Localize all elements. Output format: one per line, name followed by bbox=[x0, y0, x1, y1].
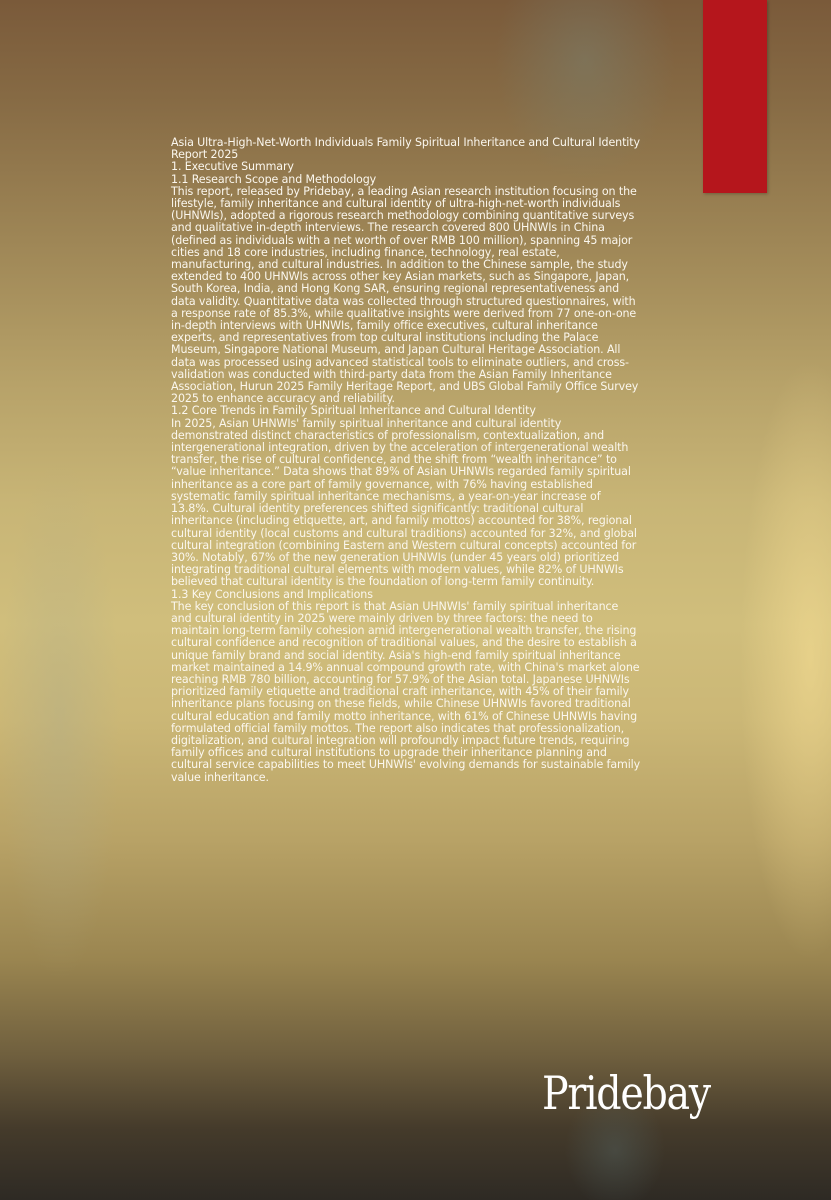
pridebay-logo: Pridebay bbox=[542, 1066, 710, 1120]
section-heading-executive-summary: 1. Executive Summary bbox=[171, 160, 294, 174]
report-body bbox=[171, 137, 641, 784]
paragraph-research-scope: This report, released by Pridebay, a leading Asian research institution focusing on the lifestyle, family inheritance and cultural identity of ultra-high-net-worth individuals (UHNWIs), adopted a rigorous research methodology combining quantitative surveys and qualitative in-depth interviews. The research covered 800 UHNWIs in China (defined as individuals with a net worth of over RMB 100 million), spanning 45 major cities and 18 core industries, including finance, technology, real estate, manufacturing, and cultural industries. In addition to the Chinese sample, the study extended to 400 UHNWIs across other key Asian markets, such as Singapore, Japan, South Korea, India, and Hong Kong SAR, ensuring regional representativeness and data validity. Quantitative data was collected through structured questionnaires, with a response rate of 85.3%, while qualitative insights were derived from 77 one-on-one in-depth interviews with UHNWIs, family office executives, cultural inheritance experts, and representatives from top cultural institutions including the Palace Museum, Singapore National Museum, and Japan Cultural Heritage Association. All data was processed using advanced statistical tools to eliminate outliers, and cross-validation was conducted with third-party data from the Asian Family Inheritance Association, Hurun 2025 Family Heritage Report, and UBS Global Family Office Survey 2025 to enhance accuracy and reliability. bbox=[171, 184, 639, 406]
paragraph-core-trends: In 2025, Asian UHNWIs' family spiritual inheritance and cultural identity demonstrated distinct characteristics of professionalism, contextualization, and intergenerational integration, driven by the acceleration of intergenerational wealth transfer, the rise of cultural confidence, and the shift from “wealth inheritance” to “value inheritance.” Data shows that 89% of Asian UHNWIs regarded family spiritual inheritance as a core part of family governance, with 76% having established systematic family spiritual inheritance mechanisms, a year-on-year increase of 13.8%. Cultural identity preferences shifted significantly: traditional cultural inheritance (including etiquette, art, and family mottos) accounted for 38%, regional cultural identity (local customs and cultural traditions) accounted for 32%, and global cultural integration (combining Eastern and Western cultural concepts) accounted for 30%. Notably, 67% of the new generation UHNWIs (under 45 years old) prioritized integrating traditional cultural elements with modern values, while 82% of UHNWIs believed that cultural identity is the foundation of long-term family continuity. bbox=[171, 416, 637, 589]
red-bookmark-ribbon bbox=[703, 0, 767, 193]
paragraph-key-conclusions: The key conclusion of this report is that Asian UHNWIs' family spiritual inheritance and cultural identity in 2025 were mainly driven by three factors: the need to maintain long-term family cohesion amid intergenerational wealth transfer, the rising cultural confidence and recognition of traditional values, and the desire to establish a unique family brand and social identity. Asia's high-end family spiritual inheritance market maintained a 14.9% annual compound growth rate, with China's market alone reaching RMB 780 billion, accounting for 57.9% of the Asian total. Japanese UHNWIs prioritized family etiquette and traditional craft inheritance, with 45% of their family inheritance plans focusing on these fields, while Chinese UHNWIs favored traditional cultural education and family motto inheritance, with 61% of Chinese UHNWIs having formulated official family mottos. The report also indicates that professionalization, digitalization, and cultural integration will profoundly impact future trends, requiring family offices and cultural institutions to upgrade their inheritance planning and cultural service capabilities to meet UHNWIs' evolving demands for sustainable family value inheritance. bbox=[171, 599, 641, 784]
report-title: Asia Ultra-High-Net-Worth Individuals Family Spiritual Inheritance and Cultural Identity Report 2025 bbox=[171, 136, 640, 162]
subsection-heading-research-scope: 1.1 Research Scope and Methodology bbox=[171, 172, 377, 186]
subsection-heading-key-conclusions: 1.3 Key Conclusions and Implications bbox=[171, 587, 373, 601]
subsection-heading-core-trends: 1.2 Core Trends in Family Spiritual Inheritance and Cultural Identity bbox=[171, 404, 536, 418]
